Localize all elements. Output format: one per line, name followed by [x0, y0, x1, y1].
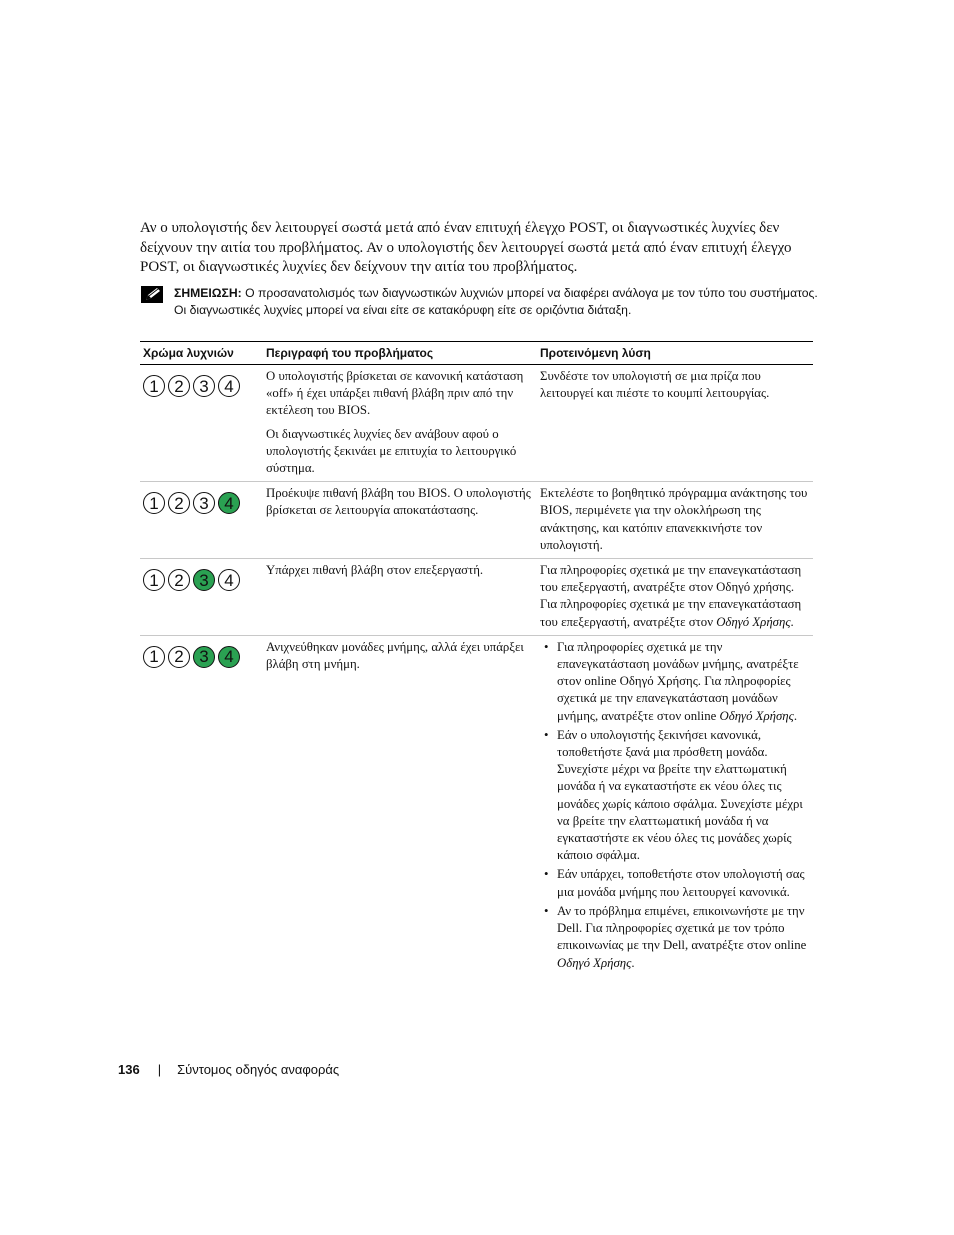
suggested-solution — [540, 562, 813, 631]
note-pencil-icon — [140, 285, 166, 305]
led-2-off-icon: 2 — [168, 646, 190, 668]
suggested-solution — [540, 368, 813, 477]
list-item — [540, 903, 813, 972]
led-1-off-icon: 1 — [143, 646, 165, 668]
led-1-off-icon: 1 — [143, 569, 165, 591]
note-text — [174, 285, 820, 319]
led-3-off-icon: 3 — [193, 375, 215, 397]
solution-text-end: . — [790, 614, 794, 629]
problem-description — [266, 639, 540, 974]
bullet-text-end: . — [631, 955, 635, 970]
problem-description — [266, 485, 540, 554]
table-row — [140, 365, 813, 482]
led-2-off-icon: 2 — [168, 375, 190, 397]
description-text: Ανιχνεύθηκαν μονάδες μνήμης, αλλά έχει υπάρξει βλάβη στη μνήμη. — [266, 639, 524, 672]
header-light-color: Χρώμα λυχνιών — [143, 346, 234, 360]
note-box — [140, 285, 820, 319]
intro-paragraph: Αν ο υπολογιστής δεν λειτουργεί σωστά μετά από έναν επιτυχή έλεγχο POST, οι διαγνωστικές λυχνίες δεν δείχνουν την αιτία του προβλήματος. Αν ο υπολογιστής δεν λειτουργεί σωστά μετά από έναν επιτυχή έλεγχο POST, οι διαγνωστικές λυχνίες δεν δείχνουν την αιτία του προβλήματος. — [140, 220, 792, 275]
suggested-solution — [540, 485, 813, 554]
description-text: Ο υπολογιστής βρίσκεται σε κανονική κατάσταση «off» ή έχει υπάρξει πιθανή βλάβη πριν από την εκτέλεση του BIOS. — [266, 369, 524, 418]
led-4-on-icon: 4 — [218, 492, 240, 514]
led-3-on-icon: 3 — [193, 646, 215, 668]
led-1-off-icon: 1 — [143, 375, 165, 397]
led-4-off-icon: 4 — [218, 375, 240, 397]
led-cell — [140, 562, 266, 631]
solution-text: Συνδέστε τον υπολογιστή σε μια πρίζα που λειτουργεί και πιέστε το κουμπί λειτουργίας. — [540, 369, 770, 401]
solution-bullet-list — [540, 639, 813, 972]
table-row — [140, 482, 813, 559]
solution-text: Εκτελέστε το βοηθητικό πρόγραμμα ανάκτησης του BIOS, περιμένετε για την ολοκλήρωση της ανάκτησης, και κατόπιν επανεκκινήστε τον υπολογιστή. — [540, 486, 808, 552]
description-text: Οι διαγνωστικές λυχνίες δεν ανάβουν αφού ο υπολογιστής ξεκινάει με επιτυχία το λειτουργικό σύστημα. — [266, 426, 517, 476]
led-2-off-icon: 2 — [168, 492, 190, 514]
diagnostic-leds — [143, 485, 266, 514]
footer-separator: | — [157, 1062, 162, 1077]
table-row — [140, 636, 813, 978]
list-item — [540, 639, 813, 725]
note-body: Ο προσανατολισμός των διαγνωστικών λυχνιών μπορεί να διαφέρει ανάλογα με τον τύπο του συστήματος. Οι διαγνωστικές λυχνίες μπορεί να είναι είτε σε κατακόρυφη είτε σε οριζόντια διάταξη. — [174, 286, 818, 317]
diagnostic-leds — [143, 639, 266, 668]
user-guide-reference: Οδηγό Χρήσης — [716, 614, 791, 629]
note-label: ΣΗΜΕΙΩΣΗ: — [174, 286, 242, 300]
description-text: Προέκυψε πιθανή βλάβη του BIOS. Ο υπολογιστής βρίσκεται σε λειτουργία αποκατάστασης. — [266, 486, 531, 518]
header-suggested-solution: Προτεινόμενη λύση — [540, 346, 651, 360]
list-item: • Εάν υπάρχει, τοποθετήστε στον υπολογιστή σας μια μονάδα μνήμης που λειτουργεί κανονικά. — [540, 866, 813, 900]
led-1-off-icon: 1 — [143, 492, 165, 514]
diagnostic-leds — [143, 562, 266, 591]
table-header — [140, 341, 813, 365]
bullet-text: Για πληροφορίες σχετικά με την επανεγκατάσταση μονάδων μνήμης, ανατρέξτε στον online Οδηγό Χρήσης. Για πληροφορίες σχετικά με την επανεγκατάσταση μονάδων μνήμης, ανατρέξτε στον online — [557, 639, 799, 723]
header-problem-description: Περιγραφή του προβλήματος — [266, 346, 434, 360]
footer-title: Σύντομος οδηγός αναφοράς — [177, 1062, 340, 1077]
led-4-off-icon: 4 — [218, 569, 240, 591]
problem-description — [266, 562, 540, 631]
user-guide-reference: Οδηγό Χρήσης — [557, 955, 632, 970]
user-guide-reference: Οδηγό Χρήσης — [719, 708, 794, 723]
solution-text-start: Για πληροφορίες σχετικά με την επανεγκατάσταση του επεξεργαστή, ανατρέξτε στον Οδηγό χρήσης. Για πληροφορίες σχετικά με την επανεγκατάσταση του επεξεργαστή, ανατρέξτε στον — [540, 563, 802, 629]
description-text: Υπάρχει πιθανή βλάβη στον επεξεργαστή. — [266, 563, 484, 578]
led-3-on-icon: 3 — [193, 569, 215, 591]
led-cell — [140, 485, 266, 554]
led-2-off-icon: 2 — [168, 569, 190, 591]
diagnostic-lights-table — [140, 341, 813, 978]
suggested-solution — [540, 639, 813, 974]
page-number: 136 — [118, 1062, 140, 1077]
table-row — [140, 559, 813, 636]
led-3-off-icon: 3 — [193, 492, 215, 514]
bullet-text-end: . — [793, 708, 798, 723]
page-footer — [118, 1062, 339, 1077]
list-item: • Εάν ο υπολογιστής ξεκινήσει κανονικά, τοποθετήστε ξανά μια πρόσθετη μονάδα. Συνεχίστε μέχρι να βρείτε την ελαττωματική μονάδα ή να εγκαταστήστε εκ νέου όλες τις μονάδες χωρίς κάποιο σφάλμα. Συνεχίστε μέχρι να βρείτε την ελαττωματική μονάδα ή να εγκαταστήστε εκ νέου όλες τις μονάδες χωρίς κάποιο σφάλμα. — [540, 727, 813, 865]
led-4-on-icon: 4 — [218, 646, 240, 668]
bullet-text: Αν το πρόβλημα επιμένει, επικοινωνήστε με την Dell. Για πληροφορίες σχετικά με τον τρόπο επικοινωνίας με την Dell, ανατρέξτε στον online — [557, 903, 807, 953]
led-cell — [140, 639, 266, 974]
problem-description — [266, 368, 540, 477]
solution-text — [540, 562, 813, 631]
diagnostic-leds — [143, 368, 266, 397]
led-cell — [140, 368, 266, 477]
